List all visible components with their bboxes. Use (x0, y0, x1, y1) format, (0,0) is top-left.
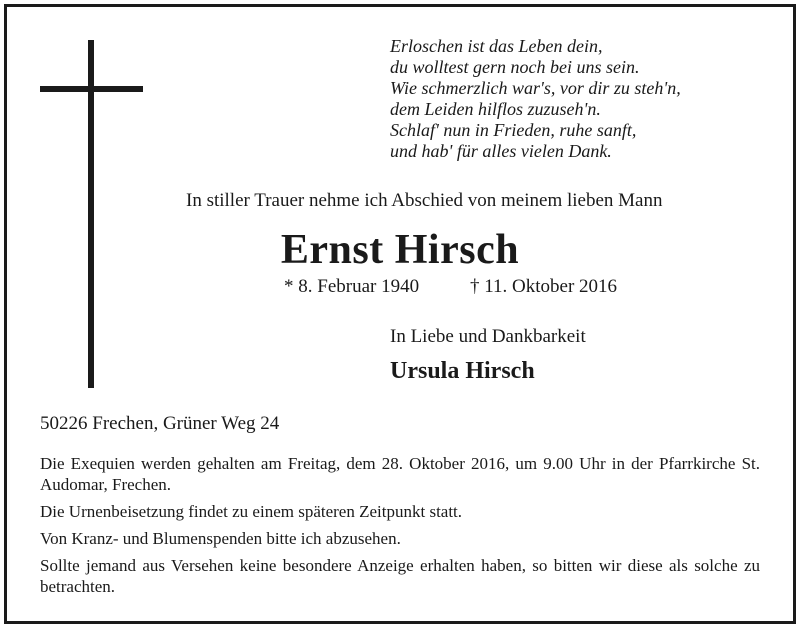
poem-line: Schlaf' nun in Frieden, ruhe sanft, (390, 120, 637, 140)
notice-funeral-mass: Die Exequien werden gehalten am Freitag, dem 28. Oktober 2016, um 9.00 Uhr in der Pfarrkirche St. Audomar, Frechen. (40, 454, 760, 494)
deceased-name: Ernst Hirsch (280, 227, 520, 273)
intro-text: In stiller Trauer nehme ich Abschied von meinem lieben Mann (186, 190, 663, 211)
notice-flowers: Von Kranz- und Blumenspenden bitte ich abzusehen. (40, 529, 401, 548)
memorial-poem (390, 36, 681, 162)
death-date: † 11. Oktober 2016 (470, 276, 618, 297)
poem-line: Wie schmerzlich war's, vor dir zu steh'n, (390, 78, 681, 98)
closing-line: In Liebe und Dankbarkeit (390, 326, 586, 347)
cross-vertical-bar (88, 40, 94, 388)
notices (40, 453, 760, 603)
poem-line: du wolltest gern noch bei uns sein. (390, 57, 640, 77)
notice-urn-burial: Die Urnenbeisetzung findet zu einem späteren Zeitpunkt statt. (40, 502, 463, 521)
poem-line: und hab' für alles vielen Dank. (390, 141, 612, 161)
birth-date: * 8. Februar 1940 (284, 276, 420, 297)
signer-name: Ursula Hirsch (390, 358, 535, 384)
poem-line: Erloschen ist das Leben dein, (390, 36, 603, 56)
cross-horizontal-bar (40, 86, 143, 92)
address: 50226 Frechen, Grüner Weg 24 (40, 413, 280, 434)
notice-no-card: Sollte jemand aus Versehen keine besondere Anzeige erhalten haben, so bitten wir diese als solche zu betrachten. (40, 556, 760, 596)
poem-line: dem Leiden hilflos zuzuseh'n. (390, 99, 601, 119)
